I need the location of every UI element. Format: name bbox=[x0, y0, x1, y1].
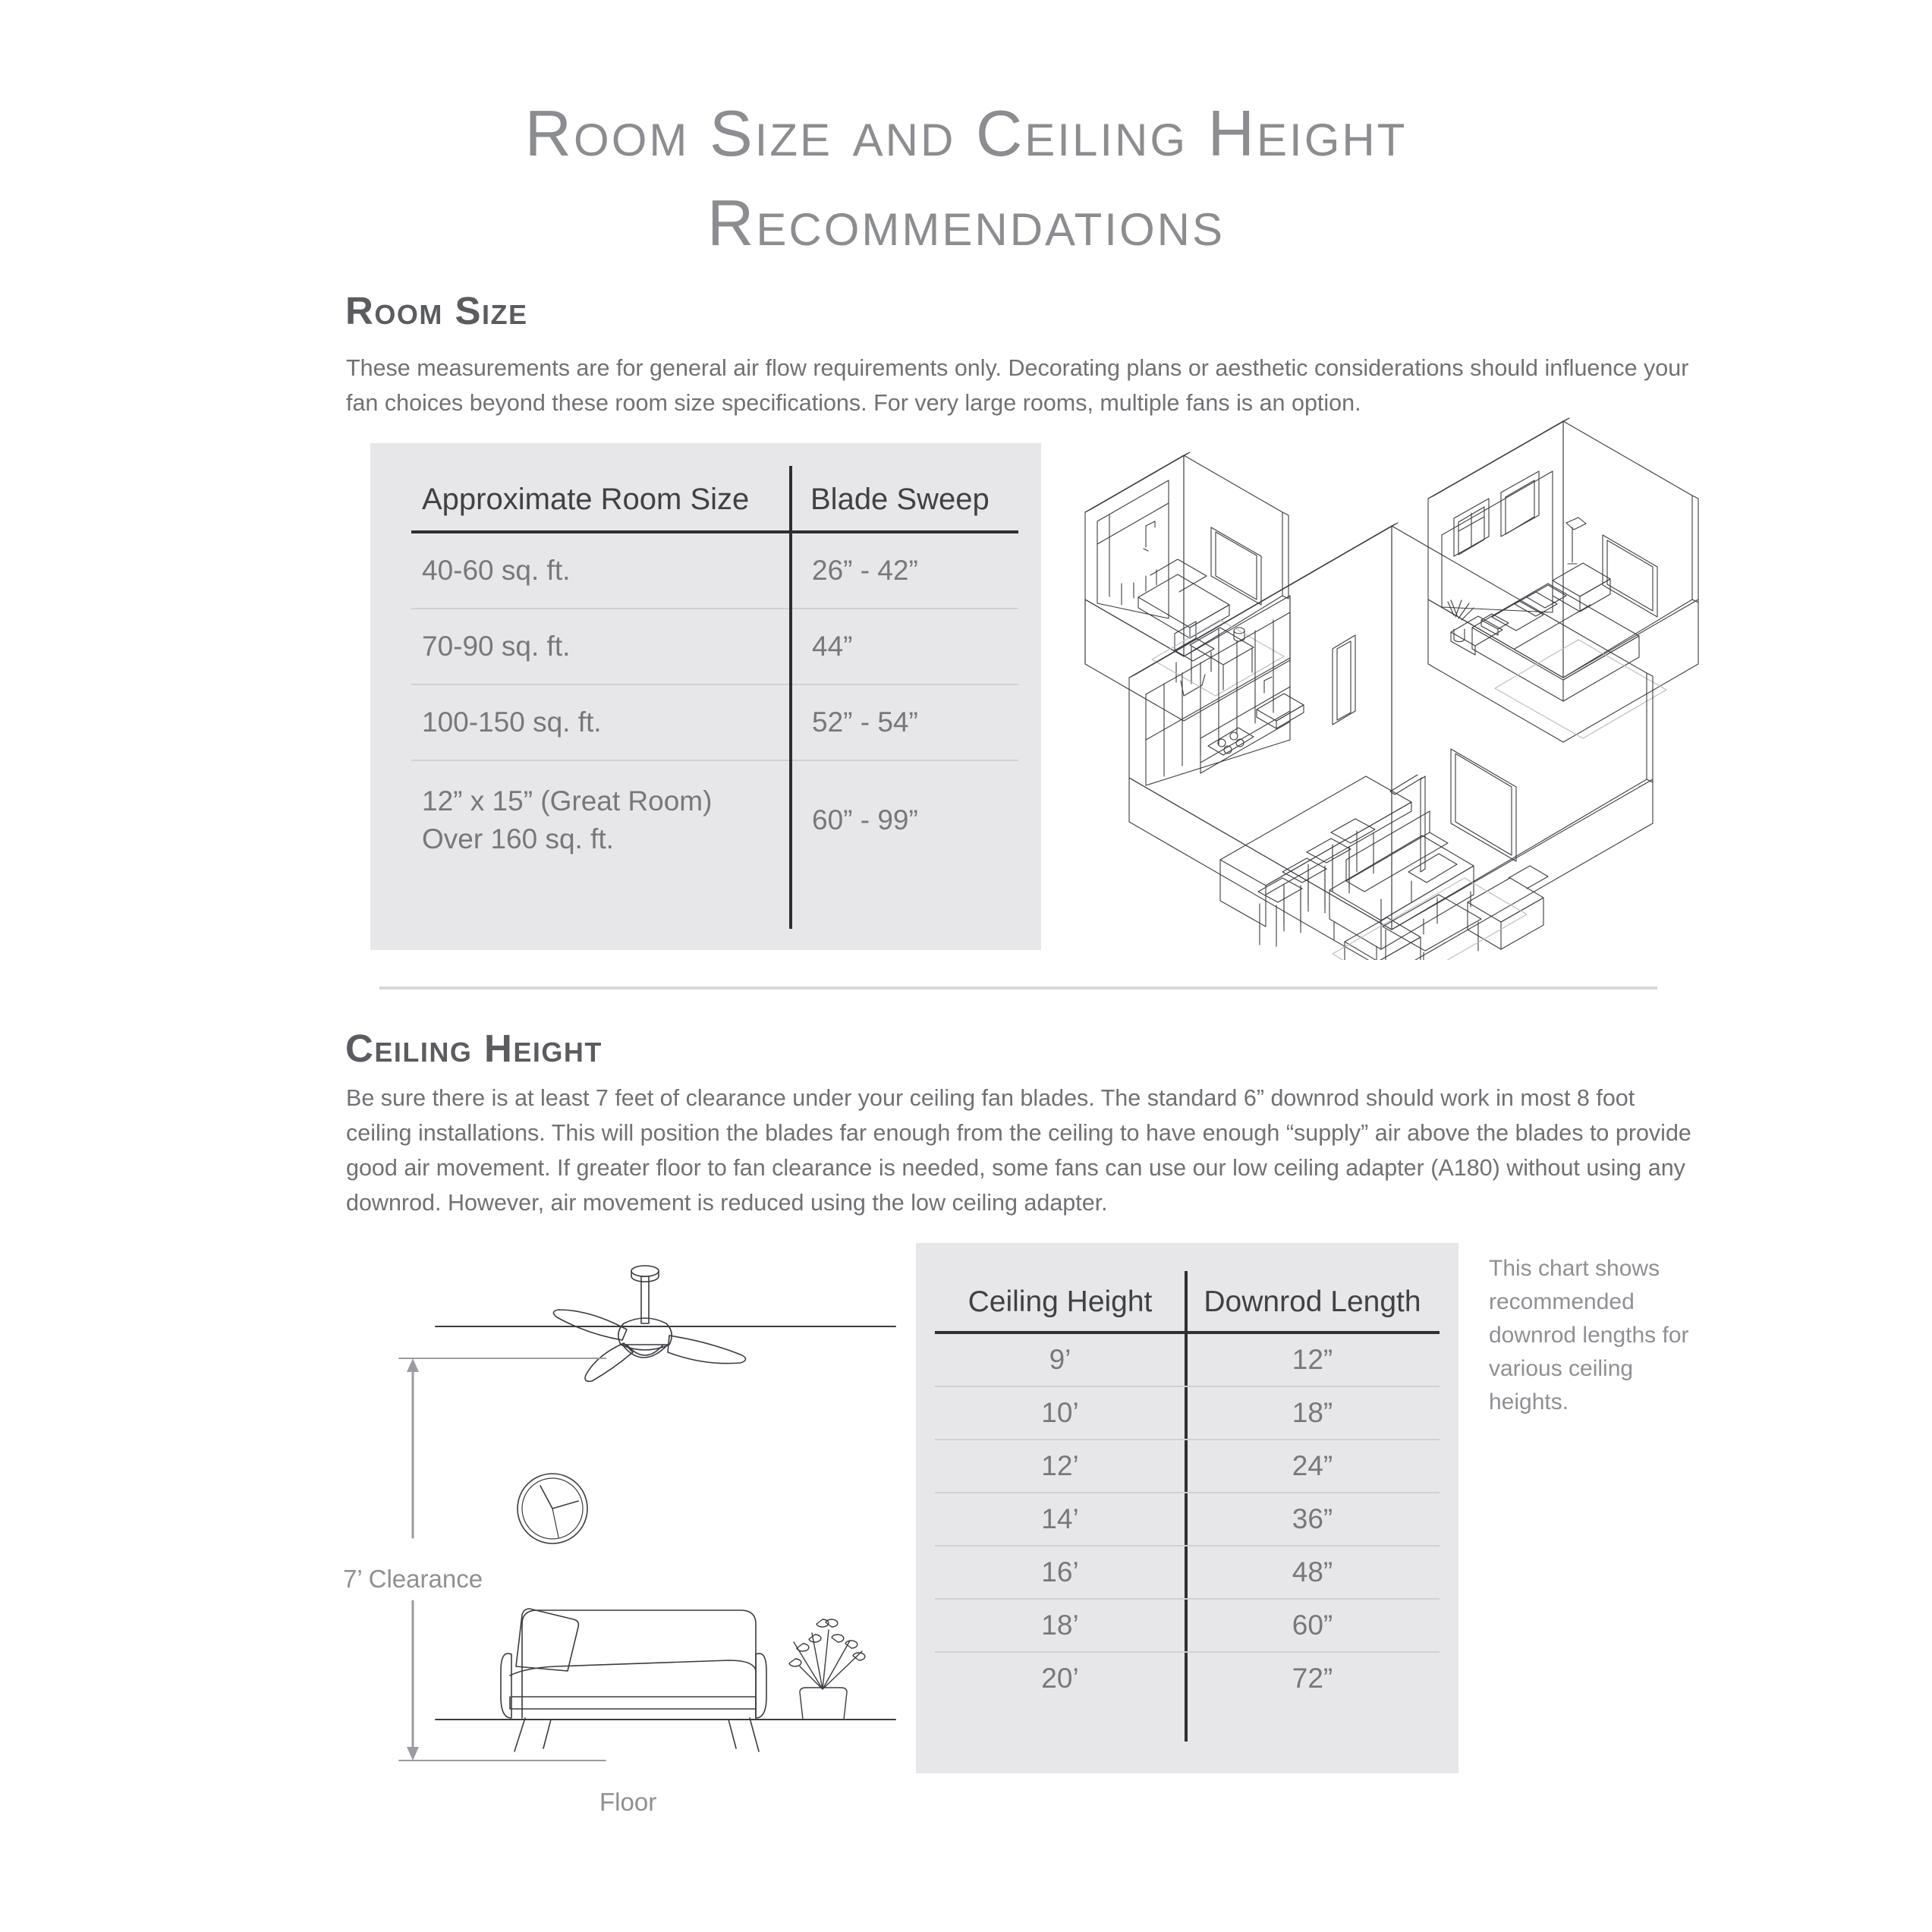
clearance-dimension-arrow-lower bbox=[407, 1601, 419, 1761]
table-header-row bbox=[411, 478, 1018, 532]
table-row bbox=[411, 609, 1018, 684]
table-row bbox=[935, 1333, 1440, 1386]
fan-clearance-svg bbox=[334, 1244, 918, 1852]
table-row bbox=[935, 1493, 1440, 1546]
column-header-approximate-room-size: Approximate Room Size bbox=[411, 478, 791, 532]
table-row bbox=[411, 532, 1018, 609]
column-header-downrod-length: Downrod Length bbox=[1185, 1281, 1440, 1333]
table-row bbox=[935, 1599, 1440, 1652]
cell-ceiling-height: 14’ bbox=[935, 1493, 1185, 1546]
cell-blade-sweep: 44” bbox=[791, 609, 1018, 684]
sofa-illustration bbox=[501, 1609, 766, 1751]
cell-ceiling-height: 9’ bbox=[935, 1333, 1185, 1386]
cell-downrod-length: 36” bbox=[1185, 1493, 1440, 1546]
table-row bbox=[411, 684, 1018, 760]
page-title bbox=[0, 90, 1932, 269]
page-title-line-1: Room Size and Ceiling Height bbox=[524, 98, 1408, 170]
clearance-dimension-arrow bbox=[407, 1358, 419, 1537]
cell-downrod-length: 72” bbox=[1292, 1663, 1333, 1694]
room-size-heading: Room Size bbox=[345, 289, 528, 332]
potted-plant-icon bbox=[789, 1619, 865, 1720]
ceiling-height-paragraph: Be sure there is at least 7 feet of clearance under your ceiling fan blades. The standard 6” downrod should work in most 8 foot ceiling installations. This will position the blades far enough from the ceiling to have enough “supply” air above the blades to provide good air movement. If greater floor to fan clearance is needed, some fans can use our low ceiling adapter (A180) without using any downrod. However, air movement is reduced using the low ceiling adapter. bbox=[346, 1085, 1691, 1216]
cell-downrod-length: 12” bbox=[1185, 1333, 1440, 1386]
cell-ceiling-height: 16’ bbox=[935, 1546, 1185, 1599]
cell-ceiling-height: 10’ bbox=[935, 1386, 1185, 1440]
isometric-rooms-svg bbox=[1062, 414, 1745, 960]
cell-downrod-length: 18” bbox=[1185, 1386, 1440, 1440]
room-kitchen bbox=[1085, 452, 1290, 721]
ceiling-fan-clearance-illustration bbox=[334, 1244, 918, 1852]
cell-room-size: 40-60 sq. ft. bbox=[411, 532, 791, 609]
wall-clock-icon bbox=[518, 1474, 587, 1543]
cell-ceiling-height: 12’ bbox=[935, 1440, 1185, 1493]
downrod-table bbox=[935, 1281, 1440, 1704]
clearance-label: 7’ Clearance bbox=[343, 1565, 483, 1593]
column-header-blade-sweep: Blade Sweep bbox=[791, 478, 1018, 532]
cell-room-size-line-2: Over 160 sq. ft. bbox=[422, 823, 614, 854]
cell-room-size-line-1: 12” x 15” (Great Room) bbox=[422, 785, 713, 817]
room-size-paragraph: These measurements are for general air flow requirements only. Decorating plans or aesthetic considerations should influence your fan choices beyond these room size specifications. For very large rooms, multiple fans is an option. bbox=[346, 355, 1689, 416]
cell-ceiling-height: 18’ bbox=[935, 1599, 1185, 1652]
table-row bbox=[935, 1440, 1440, 1493]
isometric-rooms-illustration bbox=[1062, 414, 1745, 960]
table-header-row bbox=[935, 1281, 1440, 1333]
cell-blade-sweep: 26” - 42” bbox=[791, 532, 1018, 609]
cell-ceiling-height: 20’ bbox=[1041, 1663, 1079, 1694]
table-row bbox=[935, 1652, 1440, 1704]
cell-blade-sweep: 60” - 99” bbox=[791, 760, 1018, 879]
page-title-line-2: Recommendations bbox=[707, 187, 1225, 260]
bar-stools bbox=[1258, 819, 1375, 946]
cell-room-size: 100-150 sq. ft. bbox=[411, 684, 791, 760]
table-row bbox=[935, 1546, 1440, 1599]
room-bedroom bbox=[1428, 418, 1698, 742]
table-row bbox=[935, 1386, 1440, 1440]
room-size-table bbox=[411, 478, 1018, 879]
cell-downrod-length: 24” bbox=[1185, 1440, 1440, 1493]
ceiling-fan-icon bbox=[553, 1266, 745, 1381]
downrod-chart-caption: This chart shows recommended downrod lengths for various ceiling heights. bbox=[1489, 1256, 1689, 1414]
cell-downrod-length: 48” bbox=[1185, 1546, 1440, 1599]
floor-label: Floor bbox=[599, 1788, 657, 1816]
section-divider bbox=[379, 986, 1657, 990]
cell-room-size bbox=[411, 760, 791, 879]
cell-blade-sweep: 52” - 54” bbox=[791, 684, 1018, 760]
ceiling-height-heading: Ceiling Height bbox=[345, 1027, 603, 1070]
cell-downrod-length: 60” bbox=[1185, 1599, 1440, 1652]
room-great-room bbox=[1129, 523, 1653, 960]
column-header-ceiling-height: Ceiling Height bbox=[935, 1281, 1185, 1333]
table-row bbox=[411, 760, 1018, 879]
cell-room-size: 70-90 sq. ft. bbox=[411, 609, 791, 684]
